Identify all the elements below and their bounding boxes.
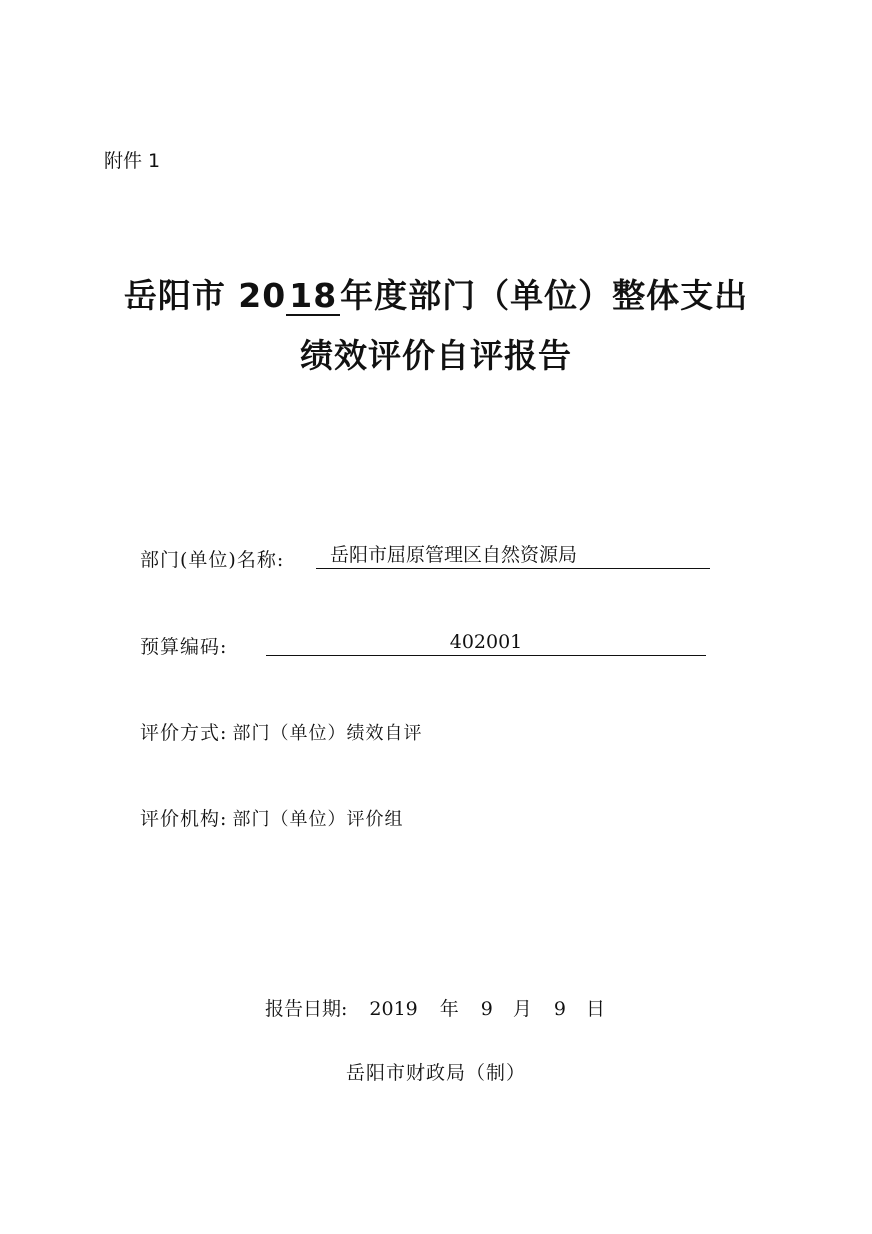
- eval-method-label: 评价方式:: [140, 722, 228, 744]
- report-date-day: 9: [553, 998, 566, 1020]
- report-date-month: 9: [480, 998, 493, 1020]
- eval-org-row: [140, 804, 404, 831]
- report-title-line-1: [0, 270, 872, 317]
- report-date: [265, 994, 605, 1021]
- title-prefix: 岳阳市 20: [123, 276, 287, 315]
- attachment-label: 附件 1: [104, 150, 161, 172]
- report-date-day-unit: 日: [585, 998, 605, 1020]
- title-year: 18: [286, 279, 340, 316]
- title-suffix: 年度部门（单位）整体支出: [340, 276, 749, 315]
- eval-org-value: 部门（单位）评价组: [232, 809, 404, 830]
- report-title-line-2: 绩效评价自评报告: [300, 336, 572, 375]
- dept-name-label: 部门(单位)名称:: [140, 549, 285, 571]
- report-date-label: 报告日期:: [265, 998, 348, 1020]
- budget-code-label: 预算编码:: [140, 636, 228, 658]
- report-date-year-unit: 年: [439, 998, 459, 1020]
- report-date-month-unit: 月: [512, 998, 532, 1020]
- eval-org-label: 评价机构:: [140, 808, 228, 830]
- eval-method-row: [140, 718, 423, 745]
- eval-method-value: 部门（单位）绩效自评: [232, 723, 423, 744]
- report-date-year: 2019: [369, 998, 418, 1020]
- budget-code-value: 402001: [266, 630, 706, 656]
- dept-name-value: 岳阳市屈原管理区自然资源局: [316, 543, 710, 569]
- issuer: 岳阳市财政局（制）: [345, 1062, 526, 1084]
